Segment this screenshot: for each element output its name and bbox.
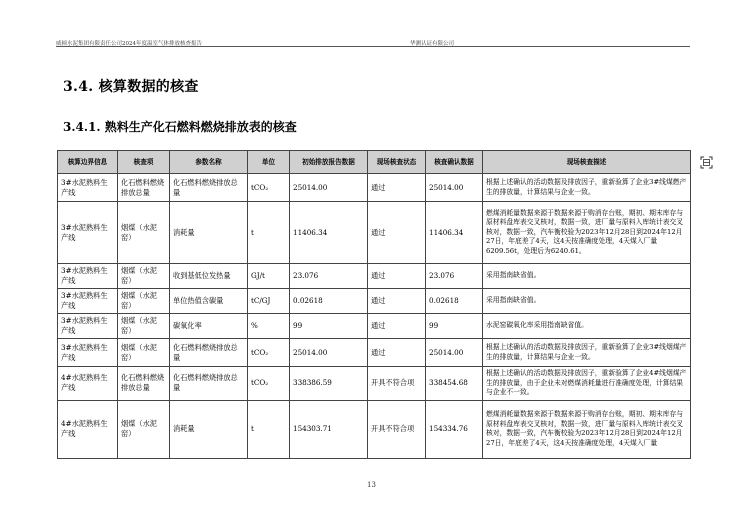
cell-boundary: 4#水泥熟料生产线 — [58, 400, 118, 458]
cell-status: 通过 — [368, 314, 426, 339]
table-row — [58, 289, 691, 314]
table-row — [58, 314, 691, 339]
cell-boundary: 3#水泥熟料生产线 — [58, 289, 118, 314]
cell-desc: 根据上述确认的活动数据及排放因子，重新验算了企业4#线烟煤产生的排放量，由于企业未对燃煤消耗量进行准确度处理，计算结果与企业不一致。 — [483, 367, 691, 401]
cell-item: 烟煤（水泥窑） — [118, 289, 170, 314]
cell-initial: 338386.59 — [290, 367, 368, 401]
verification-table — [57, 150, 691, 459]
table-row — [58, 202, 691, 264]
cell-param: 化石燃料燃烧排放总量 — [170, 174, 248, 202]
table-row — [58, 400, 691, 458]
cell-boundary: 3#水泥熟料生产线 — [58, 339, 118, 367]
cell-item: 烟煤（水泥窑） — [118, 339, 170, 367]
scan-icon[interactable] — [700, 156, 713, 169]
cell-status: 开具不符合项 — [368, 400, 426, 458]
cell-unit: tCO₂ — [248, 339, 290, 367]
cell-unit: t — [248, 202, 290, 264]
section-heading: 3.4. 核算数据的核查 — [63, 79, 199, 95]
page-number: 13 — [367, 481, 376, 489]
cell-confirmed: 0.02618 — [426, 289, 483, 314]
table-header-row — [58, 151, 691, 174]
col-initial: 初始排放报告数据 — [290, 151, 368, 174]
cell-item: 烟煤（水泥窑） — [118, 202, 170, 264]
cell-unit: GJ/t — [248, 264, 290, 289]
cell-initial: 99 — [290, 314, 368, 339]
cell-confirmed: 154334.76 — [426, 400, 483, 458]
cell-initial: 25014.00 — [290, 339, 368, 367]
col-confirmed: 核查确认数据 — [426, 151, 483, 174]
cell-unit: tC/GJ — [248, 289, 290, 314]
cell-confirmed: 338454.68 — [426, 367, 483, 401]
cell-param: 消耗量 — [170, 202, 248, 264]
cell-boundary: 4#水泥熟料生产线 — [58, 367, 118, 401]
cell-item: 烟煤（水泥窑） — [118, 314, 170, 339]
cell-initial: 11406.34 — [290, 202, 368, 264]
header-right: 华测认证有限公司 — [410, 41, 455, 47]
table-row — [58, 339, 691, 367]
header-left: 威顿水泥集团有限责任公司2024年度温室气体排放核查报告 — [56, 41, 202, 47]
cell-param: 化石燃料燃烧排放总量 — [170, 367, 248, 401]
col-param: 参数名称 — [170, 151, 248, 174]
cell-initial: 0.02618 — [290, 289, 368, 314]
col-boundary: 核算边界信息 — [58, 151, 118, 174]
cell-initial: 23.076 — [290, 264, 368, 289]
cell-unit: tCO₂ — [248, 367, 290, 401]
cell-status: 通过 — [368, 339, 426, 367]
cell-initial: 154303.71 — [290, 400, 368, 458]
cell-item: 化石燃料燃烧排放总量 — [118, 367, 170, 401]
cell-confirmed: 99 — [426, 314, 483, 339]
cell-boundary: 3#水泥熟料生产线 — [58, 314, 118, 339]
cell-status: 通过 — [368, 174, 426, 202]
cell-confirmed: 11406.34 — [426, 202, 483, 264]
cell-unit: t — [248, 400, 290, 458]
cell-desc: 根据上述确认的活动数据及排放因子，重新验算了企业3#线煤燃产生的排放量，计算结果与企业一致。 — [483, 174, 691, 202]
col-desc: 现场核查描述 — [483, 151, 691, 174]
cell-confirmed: 25014.00 — [426, 339, 483, 367]
cell-item: 化石燃料燃烧排放总量 — [118, 174, 170, 202]
cell-status: 开具不符合项 — [368, 367, 426, 401]
cell-param: 碳氧化率 — [170, 314, 248, 339]
table-row — [58, 174, 691, 202]
cell-confirmed: 25014.00 — [426, 174, 483, 202]
cell-desc: 采用指南缺省值。 — [483, 264, 691, 289]
cell-desc: 燃煤消耗量数据来源于数据来源于购消存台账，期初、期末库存与原材料盘库表交叉核对，数据一致，进厂量与原料入库统计表交叉核对，数据一致，汽车衡校验为2023年12月28日到2024年12月27日，年底差了4天，这4天按准确度处理，4天煤入厂量6209.56t，处理后为6240.61。 — [483, 202, 691, 264]
cell-desc: 采用指南缺省值。 — [483, 289, 691, 314]
cell-boundary: 3#水泥熟料生产线 — [58, 264, 118, 289]
header-divider — [56, 46, 690, 47]
cell-item: 烟煤（水泥窑） — [118, 400, 170, 458]
cell-item: 烟煤（水泥窑） — [118, 264, 170, 289]
cell-desc: 根据上述确认的活动数据及排放因子，重新验算了企业3#线烟煤产生的排放量，计算结果与企业一致。 — [483, 339, 691, 367]
cell-initial: 25014.00 — [290, 174, 368, 202]
cell-param: 消耗量 — [170, 400, 248, 458]
col-item: 核查项 — [118, 151, 170, 174]
cell-confirmed: 23.076 — [426, 264, 483, 289]
col-status: 现场核查状态 — [368, 151, 426, 174]
cell-desc: 燃煤消耗量数据来源于数据来源于购消存台账，期初、期末库存与原材料盘库表交叉核对，数据一致，进厂量与原料入库统计表交叉核对，数据一致，汽车衡校验为2023年12月28日到2024年12月27日，年底差了4天，这4天按准确度处理，4天煤入厂量 — [483, 400, 691, 458]
subsection-heading: 3.4.1. 熟料生产化石燃料燃烧排放表的核查 — [63, 120, 297, 134]
cell-desc: 水泥窑碳氧化率采用指南缺省值。 — [483, 314, 691, 339]
table-row — [58, 367, 691, 401]
cell-param: 化石燃料燃烧排放总量 — [170, 339, 248, 367]
cell-boundary: 3#水泥熟料生产线 — [58, 202, 118, 264]
cell-status: 通过 — [368, 289, 426, 314]
cell-unit: % — [248, 314, 290, 339]
cell-status: 通过 — [368, 202, 426, 264]
cell-param: 收到基低位发热量 — [170, 264, 248, 289]
cell-boundary: 3#水泥熟料生产线 — [58, 174, 118, 202]
cell-unit: tCO₂ — [248, 174, 290, 202]
col-unit: 单位 — [248, 151, 290, 174]
cell-param: 单位热值含碳量 — [170, 289, 248, 314]
table-row — [58, 264, 691, 289]
cell-status: 通过 — [368, 264, 426, 289]
